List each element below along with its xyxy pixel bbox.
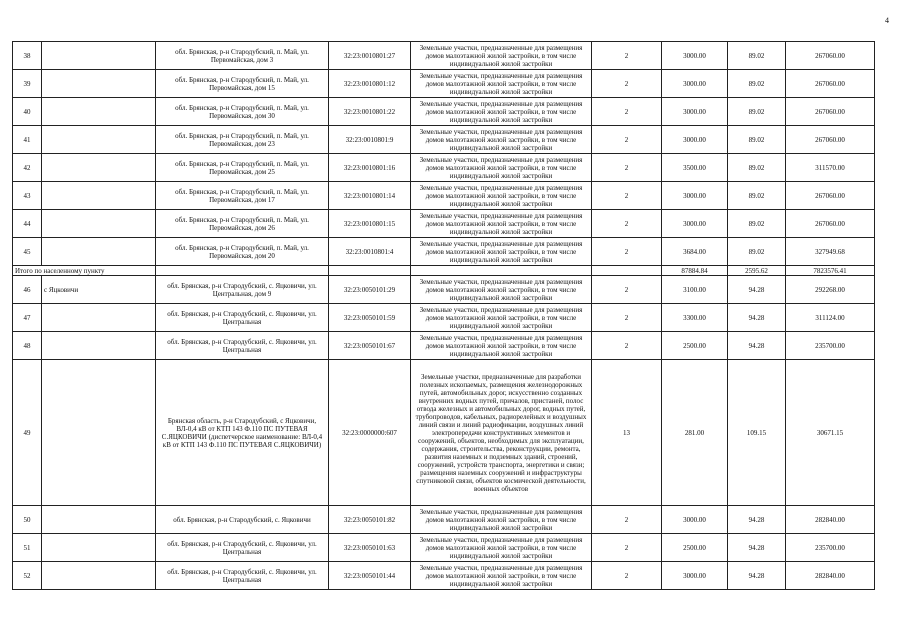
- settlement-cell: [42, 360, 156, 506]
- price-cell: 89.02: [728, 210, 786, 238]
- subtotal-label: Итого по населенному пункту: [13, 266, 156, 276]
- row-number: 50: [13, 506, 42, 534]
- settlement-cell: [42, 562, 156, 590]
- area-cell: 2500.00: [662, 332, 728, 360]
- subtotal-row: [13, 266, 875, 276]
- settlement-cell: [42, 332, 156, 360]
- settlement-cell: [42, 70, 156, 98]
- land-use-cell: Земельные участки, предназначенные для размещения домов малоэтажной жилой застройки, в том числе индивидуальной жилой застройки: [411, 98, 592, 126]
- cadastral-number-cell: 32:23:0010801:15: [329, 210, 411, 238]
- price-cell: 94.28: [728, 276, 786, 304]
- settlement-cell: [42, 42, 156, 70]
- table-row: [13, 42, 875, 70]
- table-row: [13, 304, 875, 332]
- area-cell: 3000.00: [662, 562, 728, 590]
- count-cell: 2: [592, 534, 662, 562]
- table-row: [13, 276, 875, 304]
- price-cell: 89.02: [728, 154, 786, 182]
- land-use-cell: Земельные участки, предназначенные для размещения домов малоэтажной жилой застройки, в том числе индивидуальной жилой застройки: [411, 304, 592, 332]
- land-use-cell: Земельные участки, предназначенные для размещения домов малоэтажной жилой застройки, в том числе индивидуальной жилой застройки: [411, 70, 592, 98]
- price-cell: 89.02: [728, 98, 786, 126]
- address-cell: обл. Брянская, р-н Стародубский, п. Май, ул. Первомайская, дом 26: [156, 210, 329, 238]
- count-cell: 2: [592, 276, 662, 304]
- count-cell: 2: [592, 210, 662, 238]
- land-use-cell: [411, 266, 592, 276]
- area-cell: 3000.00: [662, 70, 728, 98]
- area-cell: 281.00: [662, 360, 728, 506]
- land-use-cell: Земельные участки, предназначенные для размещения домов малоэтажной жилой застройки, в том числе индивидуальной жилой застройки: [411, 42, 592, 70]
- land-use-cell: Земельные участки, предназначенные для размещения домов малоэтажной жилой застройки, в том числе индивидуальной жилой застройки: [411, 332, 592, 360]
- row-number: 42: [13, 154, 42, 182]
- cadastral-number-cell: 32:23:0010801:14: [329, 182, 411, 210]
- price-cell: 89.02: [728, 42, 786, 70]
- row-number: 40: [13, 98, 42, 126]
- table-row: [13, 238, 875, 266]
- land-use-cell: Земельные участки, предназначенные для разработки полезных ископаемых, размещения железнодорожных путей, автомобильных дорог, искусственно созданных внутренних водных путей, причалов, пристаней, полос отвода железных и автомобильных дорог, водных путей, трубопроводов, кабельных, радиорелейных и воздушных линий связи и линий радиофикации, воздушных линий электропередачи конструктивных элементов и сооружений, объектов, необходимых для эксплуатации, содержания, строительства, реконструкции, ремонта, развития наземных и подземных зданий, строений, сооружений, устройств транспорта, энергетики и связи; размещения наземных сооружений и инфраструктуры спутниковой связи, объектов космической деятельности, военных объектов: [411, 360, 592, 506]
- total-cell: 267060.00: [786, 98, 875, 126]
- address-cell: Брянская область, р-н Стародубский, с Яцковичи, ВЛ-0,4 кВ от КТП 143 Ф.110 ПС ПУТЕВАЯ С.ЯЦКОВИЧИ (диспетчерское наименование: ВЛ-0,4 кВ от КТП 143 Ф.110 ПС ПУТЕВАЯ С.ЯЦКОВИЧИ): [156, 360, 329, 506]
- land-use-cell: Земельные участки, предназначенные для размещения домов малоэтажной жилой застройки, в том числе индивидуальной жилой застройки: [411, 154, 592, 182]
- area-cell: 3300.00: [662, 304, 728, 332]
- cadastral-number-cell: 32:23:0050101:59: [329, 304, 411, 332]
- area-cell: 3000.00: [662, 98, 728, 126]
- table-row: [13, 154, 875, 182]
- row-number: 46: [13, 276, 42, 304]
- cadastral-number-cell: 32:23:0010801:16: [329, 154, 411, 182]
- count-cell: 2: [592, 238, 662, 266]
- address-cell: обл. Брянская, р-н Стародубский, с. Яцковичи: [156, 506, 329, 534]
- address-cell: обл. Брянская, р-н Стародубский, с. Яцковичи, ул. Центральная: [156, 332, 329, 360]
- price-cell: 109.15: [728, 360, 786, 506]
- table-row: [13, 332, 875, 360]
- area-cell: 3000.00: [662, 210, 728, 238]
- total-cell: 267060.00: [786, 210, 875, 238]
- land-use-cell: Земельные участки, предназначенные для размещения домов малоэтажной жилой застройки, в том числе индивидуальной жилой застройки: [411, 210, 592, 238]
- row-number: 48: [13, 332, 42, 360]
- cadastral-number-cell: 32:23:0010801:27: [329, 42, 411, 70]
- subtotal-total: 7823576.41: [786, 266, 875, 276]
- address-cell: обл. Брянская, р-н Стародубский, с. Яцковичи, ул. Центральная, дом 9: [156, 276, 329, 304]
- total-cell: 267060.00: [786, 70, 875, 98]
- subtotal-price: 2595.62: [728, 266, 786, 276]
- settlement-cell: [42, 534, 156, 562]
- row-number: 52: [13, 562, 42, 590]
- settlement-cell: с Яцковичи: [42, 276, 156, 304]
- count-cell: 2: [592, 332, 662, 360]
- total-cell: 235700.00: [786, 534, 875, 562]
- cadastral-number-cell: 32:23:0050101:67: [329, 332, 411, 360]
- count-cell: 2: [592, 506, 662, 534]
- cadastral-number-cell: [329, 266, 411, 276]
- count-cell: 2: [592, 304, 662, 332]
- area-cell: 2500.00: [662, 534, 728, 562]
- total-cell: 267060.00: [786, 42, 875, 70]
- page-number: 4: [885, 16, 889, 25]
- price-cell: 89.02: [728, 182, 786, 210]
- row-number: 49: [13, 360, 42, 506]
- land-use-cell: Земельные участки, предназначенные для размещения домов малоэтажной жилой застройки, в том числе индивидуальной жилой застройки: [411, 126, 592, 154]
- settlement-cell: [42, 304, 156, 332]
- area-cell: 3000.00: [662, 182, 728, 210]
- price-cell: 94.28: [728, 304, 786, 332]
- address-cell: [156, 266, 329, 276]
- address-cell: обл. Брянская, р-н Стародубский, п. Май, ул. Первомайская, дом 20: [156, 238, 329, 266]
- total-cell: 30671.15: [786, 360, 875, 506]
- area-cell: 3000.00: [662, 126, 728, 154]
- price-cell: 94.28: [728, 506, 786, 534]
- cadastral-number-cell: 32:23:0050101:29: [329, 276, 411, 304]
- table-row: [13, 534, 875, 562]
- address-cell: обл. Брянская, р-н Стародубский, п. Май, ул. Первомайская, дом 25: [156, 154, 329, 182]
- count-cell: 2: [592, 562, 662, 590]
- total-cell: 235700.00: [786, 332, 875, 360]
- total-cell: 267060.00: [786, 126, 875, 154]
- row-number: 47: [13, 304, 42, 332]
- settlement-cell: [42, 126, 156, 154]
- count-cell: 2: [592, 42, 662, 70]
- area-cell: 3500.00: [662, 154, 728, 182]
- total-cell: 311570.00: [786, 154, 875, 182]
- address-cell: обл. Брянская, р-н Стародубский, с. Яцковичи, ул. Центральная: [156, 562, 329, 590]
- total-cell: 327949.68: [786, 238, 875, 266]
- land-use-cell: Земельные участки, предназначенные для размещения домов малоэтажной жилой застройки, в том числе индивидуальной жилой застройки: [411, 506, 592, 534]
- cadastral-number-cell: 32:23:0050101:44: [329, 562, 411, 590]
- table-row: [13, 506, 875, 534]
- count-cell: [592, 266, 662, 276]
- table-row: [13, 98, 875, 126]
- row-number: 44: [13, 210, 42, 238]
- count-cell: 2: [592, 154, 662, 182]
- table-row: [13, 182, 875, 210]
- table-row: [13, 360, 875, 506]
- total-cell: 267060.00: [786, 182, 875, 210]
- table-row: [13, 70, 875, 98]
- row-number: 41: [13, 126, 42, 154]
- price-cell: 94.28: [728, 332, 786, 360]
- settlement-cell: [42, 506, 156, 534]
- address-cell: обл. Брянская, р-н Стародубский, с. Яцковичи, ул. Центральная: [156, 304, 329, 332]
- total-cell: 311124.00: [786, 304, 875, 332]
- row-number: 38: [13, 42, 42, 70]
- table-row: [13, 210, 875, 238]
- address-cell: обл. Брянская, р-н Стародубский, п. Май, ул. Первомайская, дом 15: [156, 70, 329, 98]
- subtotal-area: 87884.84: [662, 266, 728, 276]
- address-cell: обл. Брянская, р-н Стародубский, п. Май, ул. Первомайская, дом 30: [156, 98, 329, 126]
- count-cell: 2: [592, 126, 662, 154]
- row-number: 45: [13, 238, 42, 266]
- address-cell: обл. Брянская, р-н Стародубский, п. Май, ул. Первомайская, дом 23: [156, 126, 329, 154]
- cadastral-number-cell: 32:23:0010801:9: [329, 126, 411, 154]
- land-use-cell: Земельные участки, предназначенные для размещения домов малоэтажной жилой застройки, в том числе индивидуальной жилой застройки: [411, 276, 592, 304]
- address-cell: обл. Брянская, р-н Стародубский, п. Май, ул. Первомайская, дом 3: [156, 42, 329, 70]
- area-cell: 3100.00: [662, 276, 728, 304]
- total-cell: 282840.00: [786, 506, 875, 534]
- cadastral-number-cell: 32:23:0050101:82: [329, 506, 411, 534]
- land-use-cell: Земельные участки, предназначенные для размещения домов малоэтажной жилой застройки, в том числе индивидуальной жилой застройки: [411, 182, 592, 210]
- table-row: [13, 562, 875, 590]
- table-row: [13, 126, 875, 154]
- total-cell: 292268.00: [786, 276, 875, 304]
- count-cell: 2: [592, 182, 662, 210]
- settlement-cell: [42, 98, 156, 126]
- count-cell: 13: [592, 360, 662, 506]
- cadastral-number-cell: 32:23:0010801:4: [329, 238, 411, 266]
- price-cell: 89.02: [728, 126, 786, 154]
- settlement-cell: [42, 182, 156, 210]
- row-number: 39: [13, 70, 42, 98]
- price-cell: 89.02: [728, 70, 786, 98]
- price-cell: 89.02: [728, 238, 786, 266]
- area-cell: 3684.00: [662, 238, 728, 266]
- settlement-cell: [42, 238, 156, 266]
- count-cell: 2: [592, 70, 662, 98]
- count-cell: 2: [592, 98, 662, 126]
- cadastral-table: [12, 41, 875, 590]
- settlement-cell: [42, 154, 156, 182]
- land-use-cell: Земельные участки, предназначенные для размещения домов малоэтажной жилой застройки, в том числе индивидуальной жилой застройки: [411, 534, 592, 562]
- row-number: 51: [13, 534, 42, 562]
- cadastral-number-cell: 32:23:0000000:607: [329, 360, 411, 506]
- cadastral-number-cell: 32:23:0010801:22: [329, 98, 411, 126]
- area-cell: 3000.00: [662, 42, 728, 70]
- settlement-cell: [42, 210, 156, 238]
- land-use-cell: Земельные участки, предназначенные для размещения домов малоэтажной жилой застройки, в том числе индивидуальной жилой застройки: [411, 562, 592, 590]
- address-cell: обл. Брянская, р-н Стародубский, п. Май, ул. Первомайская, дом 17: [156, 182, 329, 210]
- address-cell: обл. Брянская, р-н Стародубский, с. Яцковичи, ул. Центральная: [156, 534, 329, 562]
- price-cell: 94.28: [728, 562, 786, 590]
- total-cell: 282840.00: [786, 562, 875, 590]
- land-use-cell: Земельные участки, предназначенные для размещения домов малоэтажной жилой застройки, в том числе индивидуальной жилой застройки: [411, 238, 592, 266]
- cadastral-number-cell: 32:23:0010801:12: [329, 70, 411, 98]
- row-number: 43: [13, 182, 42, 210]
- price-cell: 94.28: [728, 534, 786, 562]
- area-cell: 3000.00: [662, 506, 728, 534]
- cadastral-number-cell: 32:23:0050101:63: [329, 534, 411, 562]
